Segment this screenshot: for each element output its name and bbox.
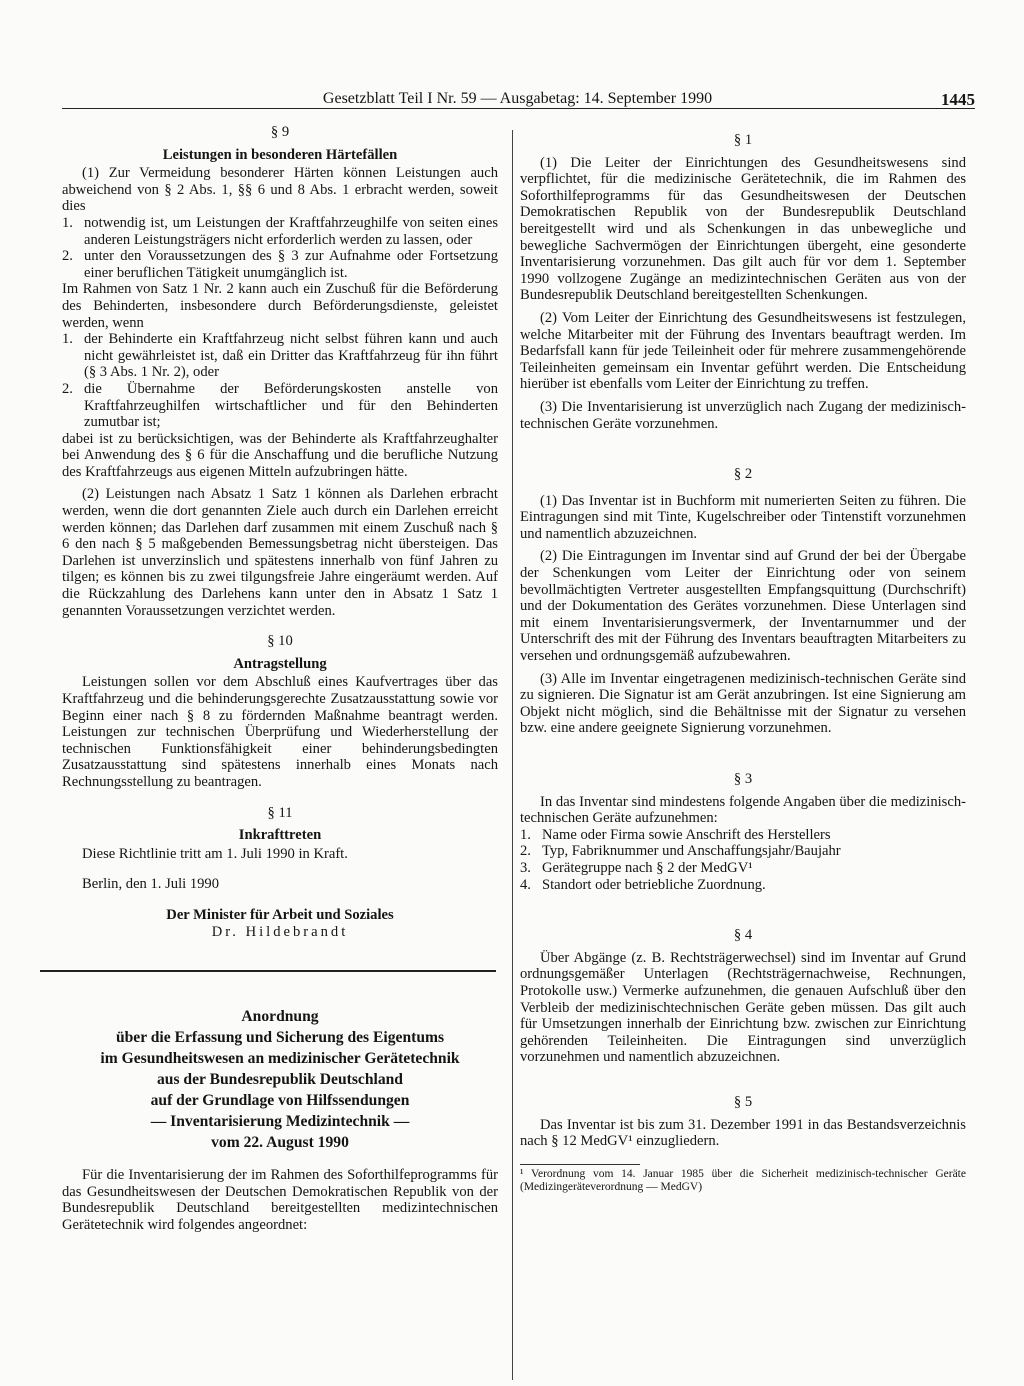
section-9-list-2 [62,331,498,431]
section-4-number: § 4 [733,927,753,944]
section-11-para-1: Diese Richtlinie tritt am 1. Juli 1990 in Kraft. [82,845,348,862]
header-rule [62,108,975,109]
section-3-list [520,827,966,893]
list-item: 1. Name oder Firma sowie Anschrift des Herstellers [520,826,831,843]
section-9-para-4: (2) Leistungen nach Absatz 1 Satz 1 können als Darlehen erbracht werden, wenn die dort genannten Ziele auch durch ein Darlehen erreicht werden können; das Darlehen darf zusammen mit einem Zuschuß nach § 6 den nach § 5 maßgebenden Bemessungsbetrag nicht übersteigen. Das Darlehen ist unverzinslich und spätestens innerhalb von fünf Jahren zu tilgen; es können bis zu zwei tilgungsfreie Jahre eingeräumt werden. Auf die Rückzahlung des Darlehens kann unter den in Absatz 1 Satz 1 genannten Voraussetzungen verzichtet werden. [62,486,498,619]
list-item: 2. die Übernahme der Beförderungskosten anstelle von Kraftfahrzeughilfen wirtschaftlicher und für den Behinderten zumutbar ist; [62,380,498,431]
left-column [62,124,498,1234]
list-item: 1. der Behinderte ein Kraftfahrzeug nicht selbst führen kann und auch nicht gewährleistet ist, daß ein Dritter das Kraftfahrzeug für ihn führt (§ 3 Abs. 1 Nr. 2), oder [62,331,498,381]
list-item: 4. Standort oder betriebliche Zuordnung. [520,876,766,893]
list-item: 2. Typ, Fabriknummer und Anschaffungsjahr/Baujahr [520,843,841,860]
section-10-title: Antragstellung [233,655,327,672]
section-10-para-1: Leistungen sollen vor dem Abschluß eines Kaufvertrages über das Kraftfahrzeug und die behinderungsgerechte Zusatzausstattung sowie vor Beginn einer nach § 8 zu fördernden Maßnahme beantragt werden. Leistungen zur technischen Überprüfung und Wiederherstellung der technischen Funktionsfähigkeit einer behinderungsbedingten Zusatzausstattung sind spätestens innerhalb eines Monats nach Rechnungsstellung zu beantragen. [62,674,498,790]
section-9-list-1 [62,215,498,281]
section-1-para-1: (1) Die Leiter der Einrichtungen des Gesundheitswesens sind verpflichtet, für die medizinische Gerätetechnik, die im Rahmen des Soforthilfeprogramms für das Gesundheitswesen der Deutschen Demokratischen Republik von der Bundesrepublik Deutschland bereitgestellt wird und als Schenkungen in das unbewegliche und bewegliche Sachvermögen der Einrichtungen übergeht, eine gesonderte Inventarisierung vorzunehmen. Das gilt auch für vor dem 1. September 1990 vollzogene Zugänge an medizintechnischen Geräten aus von der Bundesrepublik Deutschland bereitgestellten Schenkungen. [520,154,966,304]
signatory-title: Der Minister für Arbeit und Soziales [166,906,394,923]
section-1-para-3: (3) Die Inventarisierung ist unverzüglich nach Zugang der medizinisch-technischen Geräte vorzunehmen. [520,398,966,432]
section-2-para-2: (2) Die Eintragungen im Inventar sind auf Grund der bei der Übergabe der Schenkungen vom Leiter der Einrichtung oder von seinem bevollmächtigten Vertreter ausgestellten Empfangsquittung (Durchschrift) und der Dokumentation des Gerätes vorzunehmen. Diese Unterlagen sind mit einem Inventarisierungsvermerk, der Inventarnummer und der Unterschrift des mit der Führung des Inventars beauftragten Mitarbeiters zu versehen und ordnungsgemäß aufzubewahren. [520,548,966,665]
section-1-number: § 1 [733,132,753,148]
signatory-name: Dr. Hildebrandt [211,923,349,940]
section-2-para-1: (1) Das Inventar ist in Buchform mit numerierten Seiten zu führen. Die Eintragungen sind mit Tinte, Kugelschreiber oder Tintenstift vorzunehmen und namentlich abzuzeichnen. [520,492,966,542]
decree-title: Anordnung über die Erfassung und Sicherung des Eigentums im Gesundheitswesen an medizinischer Gerätetechnik aus der Bundesrepublik Deutschland auf der Grundlage von Hilfssendungen — Inventarisierung Medizintechnik — vom 22. August 1990 [100,1008,460,1152]
right-column [520,132,966,1194]
header-title: Gesetzblatt Teil I Nr. 59 — Ausgabetag: 14. September 1990 [322,90,713,107]
section-2-number: § 2 [733,466,753,483]
section-2-para-3: (3) Alle im Inventar eingetragenen medizinisch-technischen Geräte sind zu signieren. Die Signatur ist am Gerät anzubringen. Ist eine Signierung am Objekt nicht möglich, sind die Behältnisse mit der Signatur zu versehen bzw. eine andere geeignete Signierung vorzunehmen. [520,670,966,737]
page-number: 1445 [941,90,975,109]
section-5-para-1: Das Inventar ist bis zum 31. Dezember 1991 in das Bestandsverzeichnis nach § 12 MedGV¹ einzugliedern. [520,1116,966,1150]
section-11-number: § 11 [267,804,293,821]
section-9-para-3: dabei ist zu berücksichtigen, was der Behinderte als Kraftfahrzeughalter bei Anwendung des § 6 für die Anschaffung und die berufliche Nutzung des Kraftfahrzeugs aus eigenen Mitteln aufzubringen hätte. [62,430,498,480]
section-5-number: § 5 [733,1093,753,1110]
section-9-para-1: (1) Zur Vermeidung besonderer Härten können Leistungen auch abweichend von § 2 Abs. 1, §§ 6 und 8 Abs. 1 erbracht werden, soweit dies [62,165,498,215]
list-item: 3. Gerätegruppe nach § 2 der MedGV¹ [520,859,753,876]
section-3-number: § 3 [733,771,753,787]
list-item: 2. unter den Voraussetzungen des § 3 zur Aufnahme oder Fortsetzung einer beruflichen Tätigkeit unumgänglich ist. [62,248,498,281]
section-1-para-2: (2) Vom Leiter der Einrichtung des Gesundheitswesens ist festzulegen, welche Mitarbeiter mit der Führung des Inventars beauftragt werden. Im Bedarfsfall kann für jede Teileinheit oder für mehrere zusammengehörende Teileinheiten gemeinsam ein Inventar geführt werden. Die Entscheidung hierüber ist ebenfalls vom Leiter der Einrichtung zu treffen. [520,309,966,393]
decree-intro: Für die Inventarisierung der im Rahmen des Soforthilfeprogramms für das Gesundheitswesen der Deutschen Demokratischen Republik von der Bundesrepublik Deutschland bereitgestellten medizintechnischen Gerätetechnik wird folgendes angeordnet: [62,1167,498,1233]
section-9-para-2: Im Rahmen von Satz 1 Nr. 2 kann auch ein Zuschuß für die Beförderung des Behinderten, insbesondere durch Beförderungsdienste, geleistet werden, wenn [62,281,498,331]
section-9-title: Leistungen in besonderen Härtefällen [162,146,398,163]
footnote: ¹ Verordnung vom 14. Januar 1985 über die Sicherheit medizinisch-technischer Geräte (Medizingeräteverordnung — MedGV) [520,1167,966,1193]
list-item: 1. notwendig ist, um Leistungen der Kraftfahrzeughilfe von seiten eines anderen Leistungsträgers nicht erforderlich werden zu lassen, oder [62,214,498,248]
section-10-number: § 10 [267,633,293,650]
place-date: Berlin, den 1. Juli 1990 [82,876,220,893]
section-4-para-1: Über Abgänge (z. B. Rechtsträgerwechsel) sind im Inventar auf Grund ordnungsgemäßer Unterlagen (Rechtsträgernachweise, Rechnungen, Protokolle usw.) Vermerke aufzunehmen, die genauen Aufschluß über den Verbleib der medizinischtechnischen Geräte geben müssen. Das gilt auch für Umsetzungen innerhalb der Einrichtung bzw. zwischen zur Einrichtung gehörenden Teileinheiten. Die Eintragungen sind unverzüglich vorzunehmen und namentlich abzuzeichnen. [520,949,966,1066]
column-divider [512,130,513,1380]
section-3-para-1: In das Inventar sind mindestens folgende Angaben über die medizinisch-technischen Geräte aufzunehmen: [520,793,966,827]
section-9-number: § 9 [270,124,290,140]
footnote-rule [520,1164,640,1165]
section-11-title: Inkrafttreten [238,827,322,844]
